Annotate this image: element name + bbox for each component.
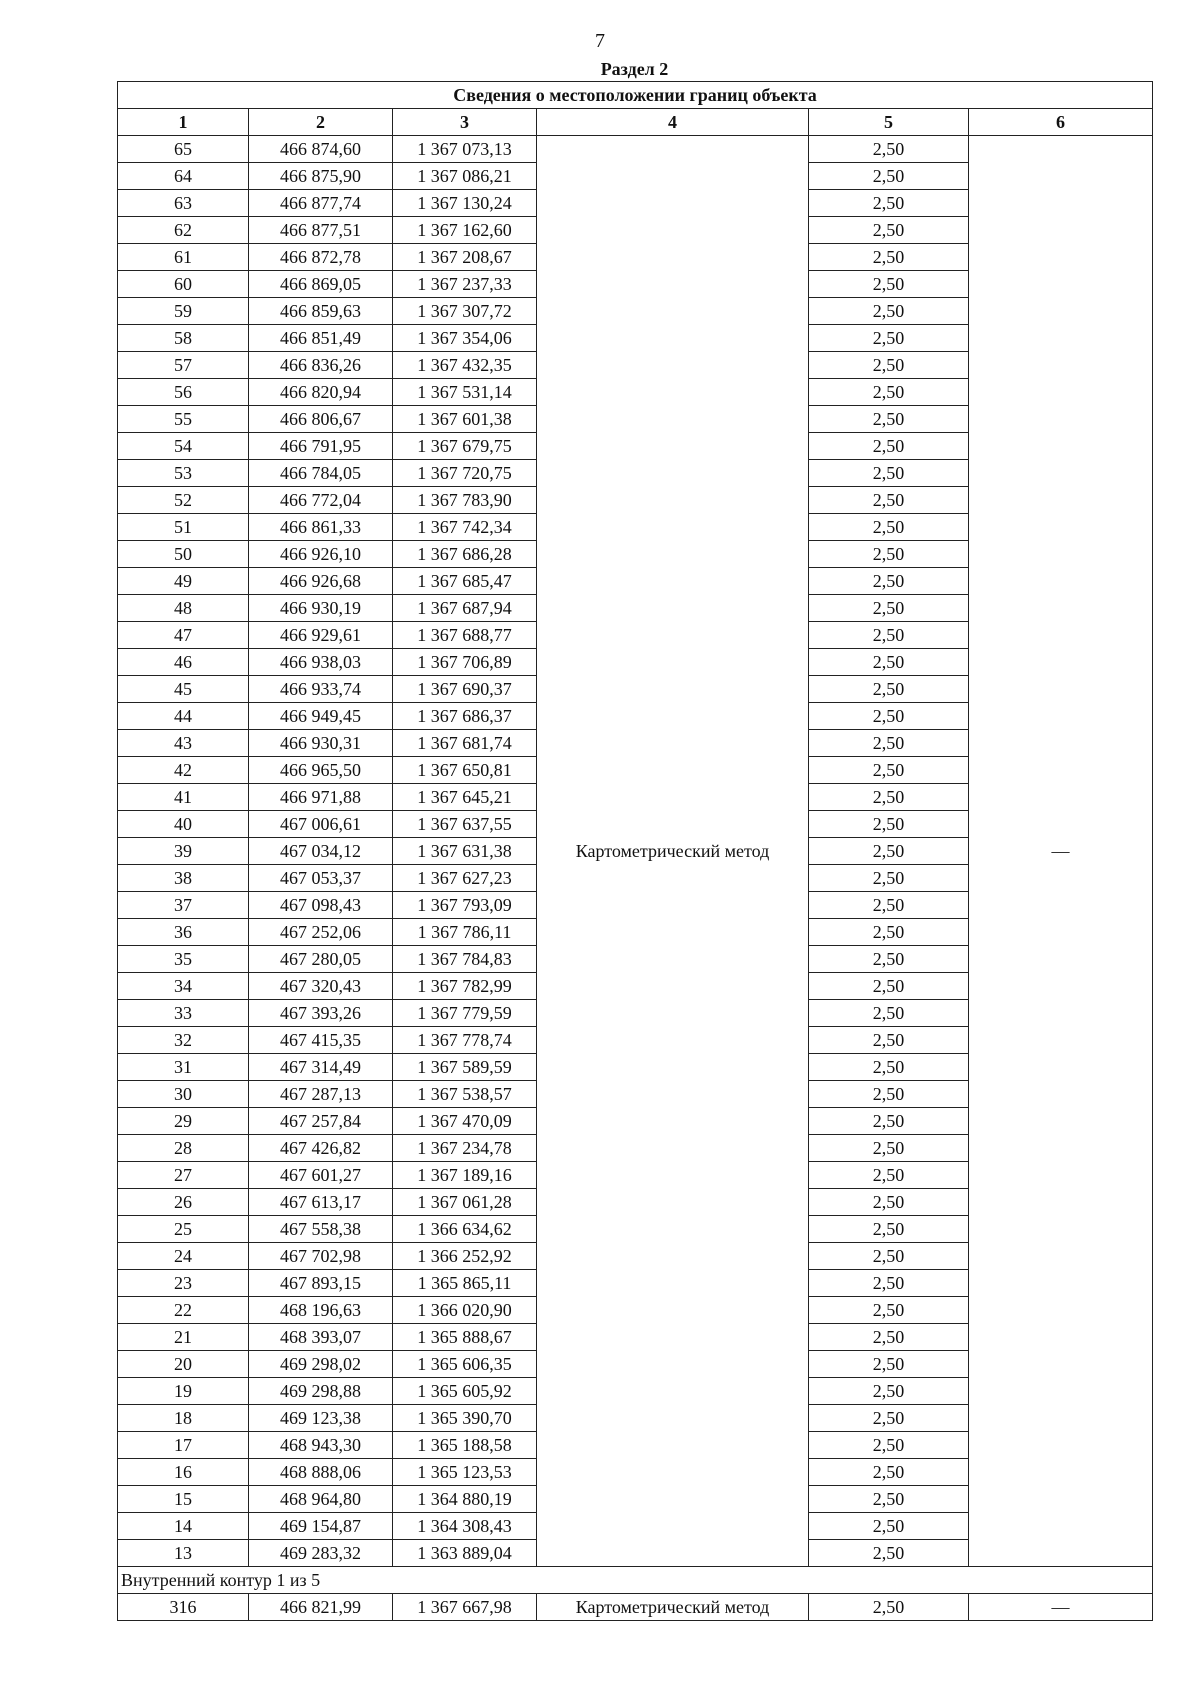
x-coordinate-cell: 467 558,38: [249, 1216, 393, 1243]
precision-cell: 2,50: [809, 676, 969, 703]
precision-cell: 2,50: [809, 1540, 969, 1567]
column-6-cell: —: [969, 1594, 1153, 1621]
precision-cell: 2,50: [809, 379, 969, 406]
y-coordinate-cell: 1 367 538,57: [393, 1081, 537, 1108]
point-number-cell: 13: [118, 1540, 249, 1567]
precision-cell: 2,50: [809, 946, 969, 973]
x-coordinate-cell: 466 820,94: [249, 379, 393, 406]
column-number-2: 2: [249, 109, 393, 136]
x-coordinate-cell: 466 965,50: [249, 757, 393, 784]
x-coordinate-cell: 469 298,88: [249, 1378, 393, 1405]
column-number-6: 6: [969, 109, 1153, 136]
x-coordinate-cell: 466 930,31: [249, 730, 393, 757]
precision-cell: 2,50: [809, 1351, 969, 1378]
x-coordinate-cell: 469 154,87: [249, 1513, 393, 1540]
x-coordinate-cell: 466 821,99: [249, 1594, 393, 1621]
precision-cell: 2,50: [809, 1054, 969, 1081]
column-number-4: 4: [537, 109, 809, 136]
point-number-cell: 49: [118, 568, 249, 595]
point-number-cell: 64: [118, 163, 249, 190]
y-coordinate-cell: 1 367 706,89: [393, 649, 537, 676]
point-number-cell: 44: [118, 703, 249, 730]
precision-cell: 2,50: [809, 568, 969, 595]
point-number-cell: 56: [118, 379, 249, 406]
y-coordinate-cell: 1 367 061,28: [393, 1189, 537, 1216]
boundary-points: [118, 136, 1153, 1567]
precision-cell: 2,50: [809, 1324, 969, 1351]
point-number-cell: 58: [118, 325, 249, 352]
precision-cell: 2,50: [809, 1135, 969, 1162]
y-coordinate-cell: 1 367 742,34: [393, 514, 537, 541]
point-number-cell: 18: [118, 1405, 249, 1432]
x-coordinate-cell: 467 252,06: [249, 919, 393, 946]
point-number-cell: 47: [118, 622, 249, 649]
point-number-cell: 50: [118, 541, 249, 568]
point-number-cell: 20: [118, 1351, 249, 1378]
point-number-cell: 16: [118, 1459, 249, 1486]
x-coordinate-cell: 466 861,33: [249, 514, 393, 541]
y-coordinate-cell: 1 367 208,67: [393, 244, 537, 271]
precision-cell: 2,50: [809, 865, 969, 892]
precision-cell: 2,50: [809, 595, 969, 622]
y-coordinate-cell: 1 367 234,78: [393, 1135, 537, 1162]
x-coordinate-cell: 466 772,04: [249, 487, 393, 514]
point-number-cell: 54: [118, 433, 249, 460]
precision-cell: 2,50: [809, 973, 969, 1000]
table-title: Сведения о местоположении границ объекта: [118, 82, 1153, 109]
x-coordinate-cell: 467 601,27: [249, 1162, 393, 1189]
point-number-cell: 31: [118, 1054, 249, 1081]
x-coordinate-cell: 467 320,43: [249, 973, 393, 1000]
point-number-cell: 32: [118, 1027, 249, 1054]
x-coordinate-cell: 469 298,02: [249, 1351, 393, 1378]
point-number-cell: 316: [118, 1594, 249, 1621]
x-coordinate-cell: 467 393,26: [249, 1000, 393, 1027]
y-coordinate-cell: 1 367 432,35: [393, 352, 537, 379]
x-coordinate-cell: 467 287,13: [249, 1081, 393, 1108]
y-coordinate-cell: 1 367 627,23: [393, 865, 537, 892]
column-number-1: 1: [118, 109, 249, 136]
point-number-cell: 27: [118, 1162, 249, 1189]
y-coordinate-cell: 1 367 686,37: [393, 703, 537, 730]
x-coordinate-cell: 466 926,68: [249, 568, 393, 595]
precision-cell: 2,50: [809, 217, 969, 244]
y-coordinate-cell: 1 367 681,74: [393, 730, 537, 757]
x-coordinate-cell: 466 949,45: [249, 703, 393, 730]
point-number-cell: 15: [118, 1486, 249, 1513]
point-number-cell: 29: [118, 1108, 249, 1135]
x-coordinate-cell: 467 702,98: [249, 1243, 393, 1270]
point-number-cell: 45: [118, 676, 249, 703]
precision-cell: 2,50: [809, 1243, 969, 1270]
precision-cell: 2,50: [809, 325, 969, 352]
x-coordinate-cell: 466 806,67: [249, 406, 393, 433]
table-title-row: [118, 82, 1153, 109]
precision-cell: 2,50: [809, 1162, 969, 1189]
precision-cell: 2,50: [809, 1189, 969, 1216]
point-number-cell: 25: [118, 1216, 249, 1243]
precision-cell: 2,50: [809, 1216, 969, 1243]
point-number-cell: 53: [118, 460, 249, 487]
x-coordinate-cell: 469 283,32: [249, 1540, 393, 1567]
x-coordinate-cell: 466 869,05: [249, 271, 393, 298]
y-coordinate-cell: 1 365 123,53: [393, 1459, 537, 1486]
y-coordinate-cell: 1 367 354,06: [393, 325, 537, 352]
y-coordinate-cell: 1 367 793,09: [393, 892, 537, 919]
x-coordinate-cell: 466 930,19: [249, 595, 393, 622]
y-coordinate-cell: 1 367 470,09: [393, 1108, 537, 1135]
table-header: [118, 82, 1153, 136]
precision-cell: 2,50: [809, 730, 969, 757]
table-row: [118, 136, 1153, 163]
y-coordinate-cell: 1 367 783,90: [393, 487, 537, 514]
y-coordinate-cell: 1 367 778,74: [393, 1027, 537, 1054]
precision-cell: 2,50: [809, 811, 969, 838]
precision-cell: 2,50: [809, 784, 969, 811]
precision-cell: 2,50: [809, 136, 969, 163]
precision-cell: 2,50: [809, 1432, 969, 1459]
point-number-cell: 34: [118, 973, 249, 1000]
y-coordinate-cell: 1 367 189,16: [393, 1162, 537, 1189]
point-number-cell: 42: [118, 757, 249, 784]
precision-cell: 2,50: [809, 271, 969, 298]
y-coordinate-cell: 1 367 720,75: [393, 460, 537, 487]
point-number-cell: 22: [118, 1297, 249, 1324]
precision-cell: 2,50: [809, 298, 969, 325]
point-number-cell: 63: [118, 190, 249, 217]
precision-cell: 2,50: [809, 541, 969, 568]
point-number-cell: 39: [118, 838, 249, 865]
x-coordinate-cell: 467 034,12: [249, 838, 393, 865]
y-coordinate-cell: 1 367 685,47: [393, 568, 537, 595]
x-coordinate-cell: 468 196,63: [249, 1297, 393, 1324]
precision-cell: 2,50: [809, 190, 969, 217]
x-coordinate-cell: 466 877,51: [249, 217, 393, 244]
precision-cell: 2,50: [809, 892, 969, 919]
precision-cell: 2,50: [809, 919, 969, 946]
y-coordinate-cell: 1 367 687,94: [393, 595, 537, 622]
x-coordinate-cell: 468 943,30: [249, 1432, 393, 1459]
point-number-cell: 21: [118, 1324, 249, 1351]
point-number-cell: 57: [118, 352, 249, 379]
point-number-cell: 62: [118, 217, 249, 244]
precision-cell: 2,50: [809, 1081, 969, 1108]
precision-cell: 2,50: [809, 703, 969, 730]
y-coordinate-cell: 1 367 162,60: [393, 217, 537, 244]
precision-cell: 2,50: [809, 1108, 969, 1135]
x-coordinate-cell: 468 888,06: [249, 1459, 393, 1486]
point-number-cell: 65: [118, 136, 249, 163]
point-number-cell: 19: [118, 1378, 249, 1405]
boundary-table: [117, 81, 1153, 1621]
x-coordinate-cell: 466 872,78: [249, 244, 393, 271]
x-coordinate-cell: 468 964,80: [249, 1486, 393, 1513]
x-coordinate-cell: 467 426,82: [249, 1135, 393, 1162]
column-6-cell: —: [969, 136, 1153, 1567]
point-number-cell: 41: [118, 784, 249, 811]
y-coordinate-cell: 1 367 130,24: [393, 190, 537, 217]
precision-cell: 2,50: [809, 244, 969, 271]
x-coordinate-cell: 466 874,60: [249, 136, 393, 163]
point-number-cell: 52: [118, 487, 249, 514]
y-coordinate-cell: 1 367 237,33: [393, 271, 537, 298]
y-coordinate-cell: 1 367 645,21: [393, 784, 537, 811]
y-coordinate-cell: 1 367 784,83: [393, 946, 537, 973]
method-cell: Картометрический метод: [537, 136, 809, 1567]
y-coordinate-cell: 1 364 880,19: [393, 1486, 537, 1513]
point-number-cell: 60: [118, 271, 249, 298]
point-number-cell: 24: [118, 1243, 249, 1270]
x-coordinate-cell: 466 877,74: [249, 190, 393, 217]
precision-cell: 2,50: [809, 433, 969, 460]
x-coordinate-cell: 466 791,95: [249, 433, 393, 460]
y-coordinate-cell: 1 367 086,21: [393, 163, 537, 190]
inner-contour-section: [118, 1567, 1153, 1621]
point-number-cell: 28: [118, 1135, 249, 1162]
point-number-cell: 26: [118, 1189, 249, 1216]
point-number-cell: 55: [118, 406, 249, 433]
y-coordinate-cell: 1 367 686,28: [393, 541, 537, 568]
precision-cell: 2,50: [809, 406, 969, 433]
precision-cell: 2,50: [809, 352, 969, 379]
point-number-cell: 61: [118, 244, 249, 271]
x-coordinate-cell: 466 938,03: [249, 649, 393, 676]
point-number-cell: 23: [118, 1270, 249, 1297]
page-number: 7: [595, 30, 605, 52]
x-coordinate-cell: 466 859,63: [249, 298, 393, 325]
x-coordinate-cell: 467 280,05: [249, 946, 393, 973]
precision-cell: 2,50: [809, 649, 969, 676]
y-coordinate-cell: 1 365 865,11: [393, 1270, 537, 1297]
precision-cell: 2,50: [809, 622, 969, 649]
inner-contour-label-row: [118, 1567, 1153, 1594]
x-coordinate-cell: 467 314,49: [249, 1054, 393, 1081]
y-coordinate-cell: 1 363 889,04: [393, 1540, 537, 1567]
precision-cell: 2,50: [809, 514, 969, 541]
x-coordinate-cell: 466 836,26: [249, 352, 393, 379]
x-coordinate-cell: 466 933,74: [249, 676, 393, 703]
precision-cell: 2,50: [809, 1405, 969, 1432]
precision-cell: 2,50: [809, 1270, 969, 1297]
x-coordinate-cell: 466 784,05: [249, 460, 393, 487]
point-number-cell: 51: [118, 514, 249, 541]
inner-contour-label: Внутренний контур 1 из 5: [118, 1567, 1153, 1594]
point-number-cell: 33: [118, 1000, 249, 1027]
precision-cell: 2,50: [809, 1000, 969, 1027]
y-coordinate-cell: 1 367 531,14: [393, 379, 537, 406]
y-coordinate-cell: 1 364 308,43: [393, 1513, 537, 1540]
section-title: Раздел 2: [600, 59, 669, 79]
precision-cell: 2,50: [809, 1594, 969, 1621]
y-coordinate-cell: 1 367 637,55: [393, 811, 537, 838]
y-coordinate-cell: 1 366 252,92: [393, 1243, 537, 1270]
x-coordinate-cell: 467 257,84: [249, 1108, 393, 1135]
table-row: [118, 1594, 1153, 1621]
x-coordinate-cell: 466 875,90: [249, 163, 393, 190]
precision-cell: 2,50: [809, 1378, 969, 1405]
x-coordinate-cell: 466 929,61: [249, 622, 393, 649]
x-coordinate-cell: 468 393,07: [249, 1324, 393, 1351]
point-number-cell: 35: [118, 946, 249, 973]
y-coordinate-cell: 1 365 605,92: [393, 1378, 537, 1405]
precision-cell: 2,50: [809, 1486, 969, 1513]
y-coordinate-cell: 1 366 020,90: [393, 1297, 537, 1324]
y-coordinate-cell: 1 367 589,59: [393, 1054, 537, 1081]
y-coordinate-cell: 1 367 073,13: [393, 136, 537, 163]
precision-cell: 2,50: [809, 1027, 969, 1054]
point-number-cell: 40: [118, 811, 249, 838]
y-coordinate-cell: 1 367 779,59: [393, 1000, 537, 1027]
column-number-3: 3: [393, 109, 537, 136]
y-coordinate-cell: 1 367 307,72: [393, 298, 537, 325]
x-coordinate-cell: 466 926,10: [249, 541, 393, 568]
column-number-5: 5: [809, 109, 969, 136]
point-number-cell: 48: [118, 595, 249, 622]
point-number-cell: 38: [118, 865, 249, 892]
point-number-cell: 37: [118, 892, 249, 919]
x-coordinate-cell: 467 613,17: [249, 1189, 393, 1216]
point-number-cell: 14: [118, 1513, 249, 1540]
y-coordinate-cell: 1 367 690,37: [393, 676, 537, 703]
precision-cell: 2,50: [809, 163, 969, 190]
precision-cell: 2,50: [809, 1513, 969, 1540]
precision-cell: 2,50: [809, 1459, 969, 1486]
y-coordinate-cell: 1 367 688,77: [393, 622, 537, 649]
precision-cell: 2,50: [809, 487, 969, 514]
point-number-cell: 46: [118, 649, 249, 676]
x-coordinate-cell: 467 415,35: [249, 1027, 393, 1054]
point-number-cell: 43: [118, 730, 249, 757]
x-coordinate-cell: 467 053,37: [249, 865, 393, 892]
y-coordinate-cell: 1 367 667,98: [393, 1594, 537, 1621]
point-number-cell: 36: [118, 919, 249, 946]
method-cell: Картометрический метод: [537, 1594, 809, 1621]
y-coordinate-cell: 1 366 634,62: [393, 1216, 537, 1243]
column-numbers-row: [118, 109, 1153, 136]
x-coordinate-cell: 466 971,88: [249, 784, 393, 811]
y-coordinate-cell: 1 367 786,11: [393, 919, 537, 946]
precision-cell: 2,50: [809, 838, 969, 865]
y-coordinate-cell: 1 367 679,75: [393, 433, 537, 460]
y-coordinate-cell: 1 365 888,67: [393, 1324, 537, 1351]
y-coordinate-cell: 1 365 188,58: [393, 1432, 537, 1459]
precision-cell: 2,50: [809, 757, 969, 784]
y-coordinate-cell: 1 365 390,70: [393, 1405, 537, 1432]
y-coordinate-cell: 1 365 606,35: [393, 1351, 537, 1378]
x-coordinate-cell: 466 851,49: [249, 325, 393, 352]
y-coordinate-cell: 1 367 631,38: [393, 838, 537, 865]
point-number-cell: 30: [118, 1081, 249, 1108]
point-number-cell: 59: [118, 298, 249, 325]
x-coordinate-cell: 469 123,38: [249, 1405, 393, 1432]
y-coordinate-cell: 1 367 782,99: [393, 973, 537, 1000]
precision-cell: 2,50: [809, 460, 969, 487]
x-coordinate-cell: 467 893,15: [249, 1270, 393, 1297]
x-coordinate-cell: 467 098,43: [249, 892, 393, 919]
x-coordinate-cell: 467 006,61: [249, 811, 393, 838]
y-coordinate-cell: 1 367 650,81: [393, 757, 537, 784]
point-number-cell: 17: [118, 1432, 249, 1459]
precision-cell: 2,50: [809, 1297, 969, 1324]
y-coordinate-cell: 1 367 601,38: [393, 406, 537, 433]
